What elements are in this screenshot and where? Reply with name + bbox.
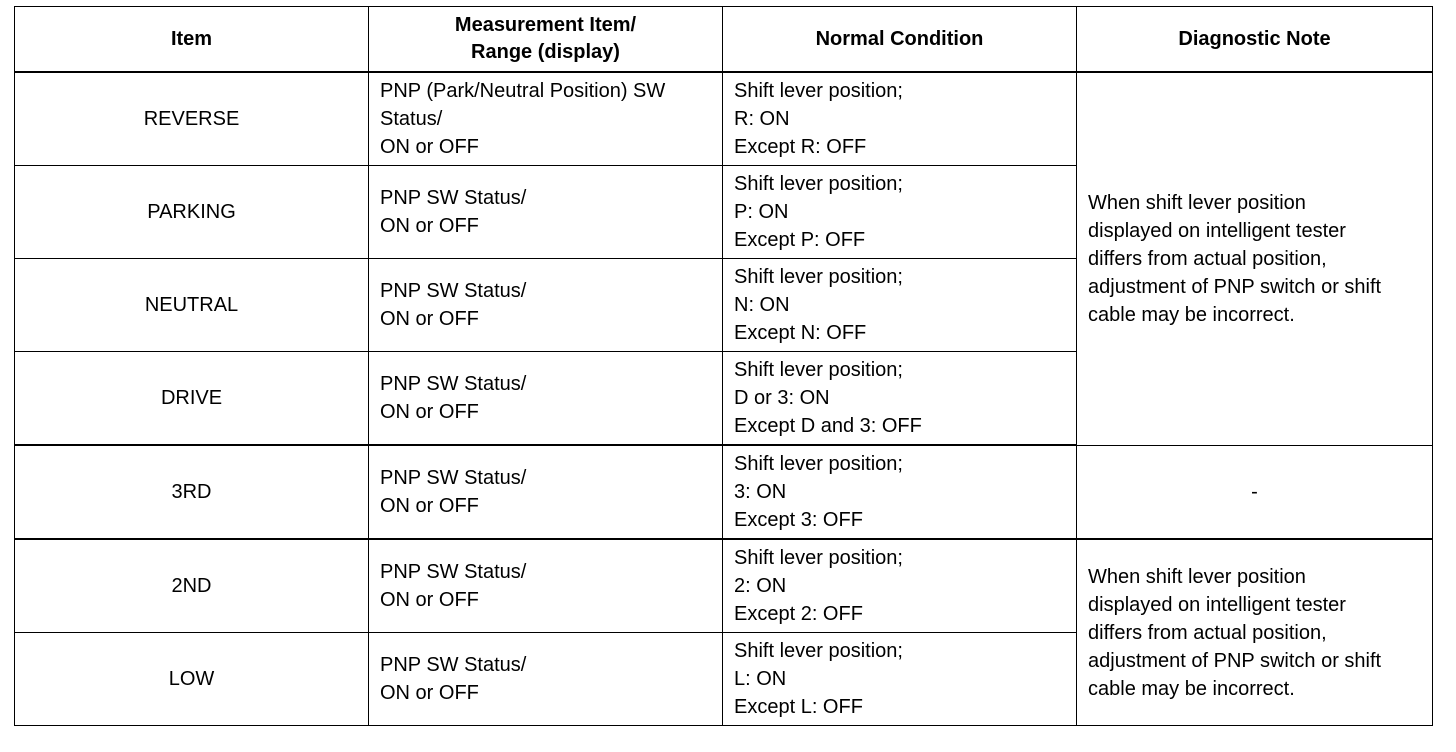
measurement-cell: PNP SW Status/ ON or OFF — [369, 633, 723, 726]
normal-condition-cell: Shift lever position; N: ON Except N: OFF — [723, 259, 1077, 352]
table-row — [15, 539, 1433, 633]
header-row — [15, 7, 1433, 73]
normal-condition-cell: Shift lever position; D or 3: ON Except D and 3: OFF — [723, 352, 1077, 446]
measurement-cell: PNP (Park/Neutral Position) SW Status/ ON or OFF — [369, 72, 723, 166]
header-diagnostic-note: Diagnostic Note — [1077, 7, 1433, 73]
header-measurement: Measurement Item/ Range (display) — [369, 7, 723, 73]
normal-condition-cell: Shift lever position; 2: ON Except 2: OFF — [723, 539, 1077, 633]
diagnostic-table — [14, 6, 1433, 726]
diagnostic-note-cell: When shift lever position displayed on intelligent tester differs from actual position, adjustment of PNP switch or shift cable may be incorrect. — [1077, 72, 1433, 445]
table-row — [15, 72, 1433, 166]
header-item: Item — [15, 7, 369, 73]
diagnostic-note-cell: When shift lever position displayed on intelligent tester differs from actual position, adjustment of PNP switch or shift cable may be incorrect. — [1077, 539, 1433, 726]
measurement-cell: PNP SW Status/ ON or OFF — [369, 539, 723, 633]
item-cell: 3RD — [15, 445, 369, 539]
item-cell: LOW — [15, 633, 369, 726]
measurement-cell: PNP SW Status/ ON or OFF — [369, 259, 723, 352]
measurement-cell: PNP SW Status/ ON or OFF — [369, 445, 723, 539]
item-cell: PARKING — [15, 166, 369, 259]
normal-condition-cell: Shift lever position; R: ON Except R: OFF — [723, 72, 1077, 166]
diagnostic-note-cell: - — [1077, 445, 1433, 539]
measurement-cell: PNP SW Status/ ON or OFF — [369, 166, 723, 259]
measurement-cell: PNP SW Status/ ON or OFF — [369, 352, 723, 446]
item-cell: DRIVE — [15, 352, 369, 446]
normal-condition-cell: Shift lever position; 3: ON Except 3: OFF — [723, 445, 1077, 539]
table-row — [15, 445, 1433, 539]
item-cell: REVERSE — [15, 72, 369, 166]
normal-condition-cell: Shift lever position; P: ON Except P: OFF — [723, 166, 1077, 259]
normal-condition-cell: Shift lever position; L: ON Except L: OFF — [723, 633, 1077, 726]
header-normal-condition: Normal Condition — [723, 7, 1077, 73]
item-cell: 2ND — [15, 539, 369, 633]
item-cell: NEUTRAL — [15, 259, 369, 352]
